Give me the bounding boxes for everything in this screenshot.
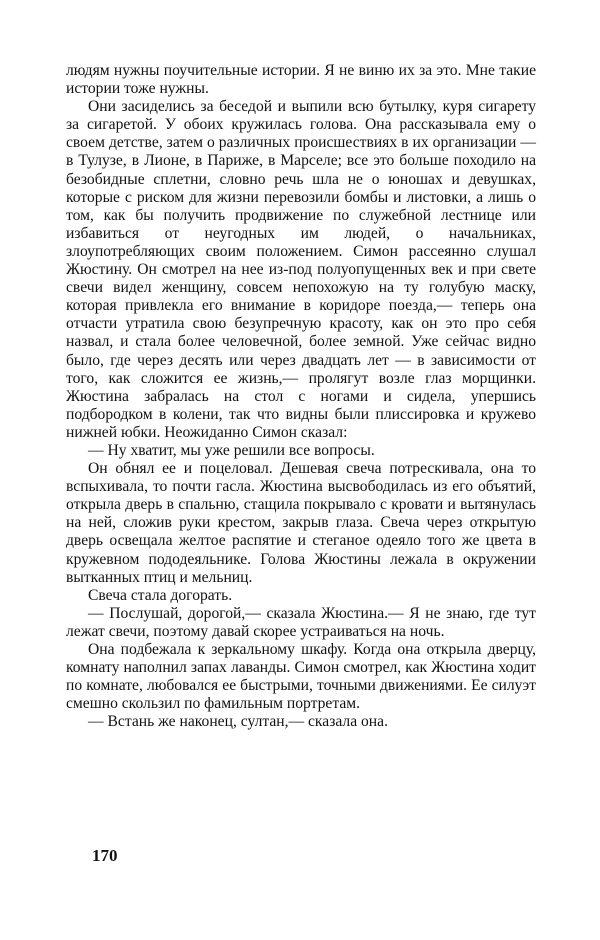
paragraph: Свеча стала догорать. <box>88 586 233 604</box>
paragraph: Она подбежала к зеркальному шкафу. Когда она открыла дверцу, комнату наполнил запах лаванды. Симон смотрел, как Жюстина ходит по комнате, любовался ее быстрыми, точными движениями. Ее силуэт смешно скользил по фамильным портретам. <box>66 641 536 713</box>
paragraph: людям нужны поучительные истории. Я не виню их за это. Мне такие истории тоже нужны. <box>66 62 536 98</box>
page-number: 170 <box>92 846 118 865</box>
paragraph: — Встань же наконец, султан,— сказала она. <box>88 713 388 731</box>
paragraph: — Послушай, дорогой,— сказала Жюстина.— Я не знаю, где тут лежат свечи, поэтому давай скорее устраиваться на ночь. <box>66 604 536 640</box>
paragraph: Он обнял ее и поцеловал. Дешевая свеча потрескивала, она то вспыхивала, то почти гасла. Жюстина высвободилась из его объятий, открыла дверь в спальню, стащила покрывало с кровати и вытянулась на ней, сложив руки крестом, закрыв глаза. Свеча через открытую дверь освещала желтое распятие и стеганое одеяло того же цвета в кружевном пододеяльнике. Голова Жюстины лежала в окружении вытканных птиц и мельниц. <box>66 460 536 586</box>
paragraph: Они засиделись за беседой и выпили всю бутылку, куря сигарету за сигаретой. У обоих кружилась голова. Она рассказывала ему о своем детстве, затем о различных происшествиях в их организации — в Тулузе, в Лионе, в Париже, в Марселе; все это больше походило на безобидные сплетни, словно речь шла не о юношах и девушках, которые с риском для жизни перевозили бомбы и листовки, а лишь о том, как бы получить продвижение по служебной лестнице или избавиться от неугодных им людей, о начальниках, злоупотребляющих своим положением. Симон рассеянно слушал Жюстину. Он смотрел на нее из-под полуопущенных век и при свете свечи видел женщину, совсем непохожую на ту голубую маску, которая привлекла его внимание в коридоре поезда,— теперь она отчасти утратила свою безупречную красоту, как он это про себя назвал, и стала более человечной, более земной. Уже сейчас видно было, где через десять или через двадцать лет — в зависимости от того, как сложится ее жизнь,— пролягут возле глаз морщинки. Жюстина забралась на стол с ногами и сидела, упершись подбородком в колени, так что видны были плиссировка и кружево нижней юбки. Неожиданно Симон сказал: <box>66 98 536 441</box>
paragraph: — Ну хватит, мы уже решили все вопросы. <box>88 441 375 459</box>
body-text <box>66 62 536 731</box>
